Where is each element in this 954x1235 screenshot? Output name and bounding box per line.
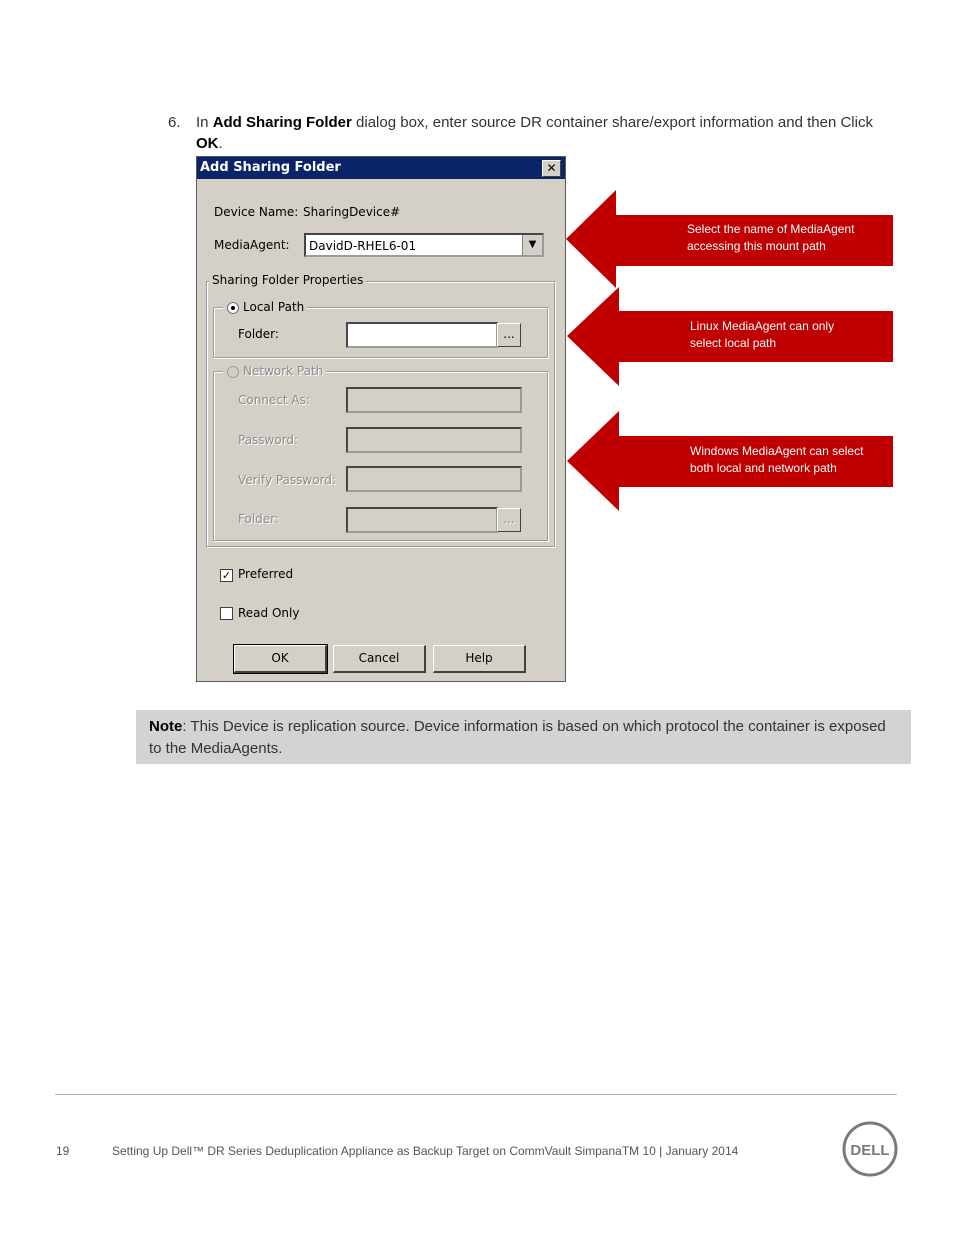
media-agent-select[interactable] xyxy=(304,233,544,257)
verify-password-label: Verify Password: xyxy=(238,473,336,487)
network-path-radio[interactable] xyxy=(227,366,239,378)
page-number: 19 xyxy=(56,1144,70,1158)
ok-bold: OK xyxy=(196,135,219,152)
radio-selected-dot xyxy=(231,306,235,310)
note-bold-label: Note xyxy=(149,718,183,735)
step-number: 6. xyxy=(168,114,181,131)
local-path-label: Local Path xyxy=(223,300,307,314)
callout-text-windows: Windows MediaAgent can select both local and network path xyxy=(690,444,864,475)
local-folder-input[interactable] xyxy=(346,322,498,348)
check-icon: ✓ xyxy=(221,569,232,582)
help-button[interactable]: Help xyxy=(433,645,526,673)
note-box xyxy=(136,710,911,764)
note-text: : This Device is replication source. Device information is based on which protocol the container is exposed to the MediaAgents. xyxy=(149,718,886,757)
network-folder-browse-button[interactable]: ... xyxy=(497,508,521,532)
device-name-label: Device Name: xyxy=(214,205,299,219)
add-sharing-folder-dialog xyxy=(196,156,566,682)
footer-text: Setting Up Dell™ DR Series Deduplication Appliance as Backup Target on CommVault SimpanaTM 10 | January 2014 xyxy=(112,1144,739,1158)
footer-divider xyxy=(55,1094,897,1095)
callout-arrow-linux xyxy=(567,287,893,386)
callout-arrow-windows xyxy=(567,411,893,511)
sharing-folder-properties-label: Sharing Folder Properties xyxy=(209,273,366,287)
callout-text-linux: Linux MediaAgent can only select local path xyxy=(690,319,835,350)
password-input[interactable] xyxy=(346,427,522,453)
dialog-titlebar xyxy=(197,157,565,179)
connect-as-input[interactable] xyxy=(346,387,522,413)
preferred-checkbox[interactable] xyxy=(220,569,233,582)
dialog-title: Add Sharing Folder xyxy=(200,160,341,175)
read-only-label: Read Only xyxy=(238,606,300,620)
password-label: Password: xyxy=(238,433,299,447)
dell-logo xyxy=(842,1121,898,1177)
close-icon[interactable]: ✕ xyxy=(542,160,561,177)
network-folder-label: Folder: xyxy=(238,512,279,526)
cancel-button[interactable]: Cancel xyxy=(333,645,426,673)
network-path-label: Network Path xyxy=(223,364,326,378)
network-folder-input[interactable] xyxy=(346,507,498,533)
verify-password-input[interactable] xyxy=(346,466,522,492)
preferred-label: Preferred xyxy=(238,567,294,581)
device-name-value: SharingDevice# xyxy=(303,205,401,219)
dialog-name-bold: Add Sharing Folder xyxy=(212,114,352,131)
media-agent-value: DavidD-RHEL6-01 xyxy=(309,239,417,253)
local-folder-browse-button[interactable]: ... xyxy=(497,323,521,347)
read-only-checkbox[interactable] xyxy=(220,607,233,620)
media-agent-label: MediaAgent: xyxy=(214,238,290,252)
dell-logo-text: DELL xyxy=(850,1142,890,1159)
callout-arrow-mediaagent xyxy=(566,190,893,288)
connect-as-label: Connect As: xyxy=(238,393,310,407)
callout-text-mediaagent: Select the name of MediaAgent accessing this mount path xyxy=(687,222,855,253)
chevron-down-icon[interactable]: ▼ xyxy=(522,235,542,255)
local-folder-label: Folder: xyxy=(238,327,279,341)
step-text: In Add Sharing Folder dialog box, enter source DR container share/export information and then Click OK. xyxy=(196,114,873,152)
ok-button[interactable]: OK xyxy=(234,645,327,673)
local-path-radio[interactable] xyxy=(227,302,239,314)
